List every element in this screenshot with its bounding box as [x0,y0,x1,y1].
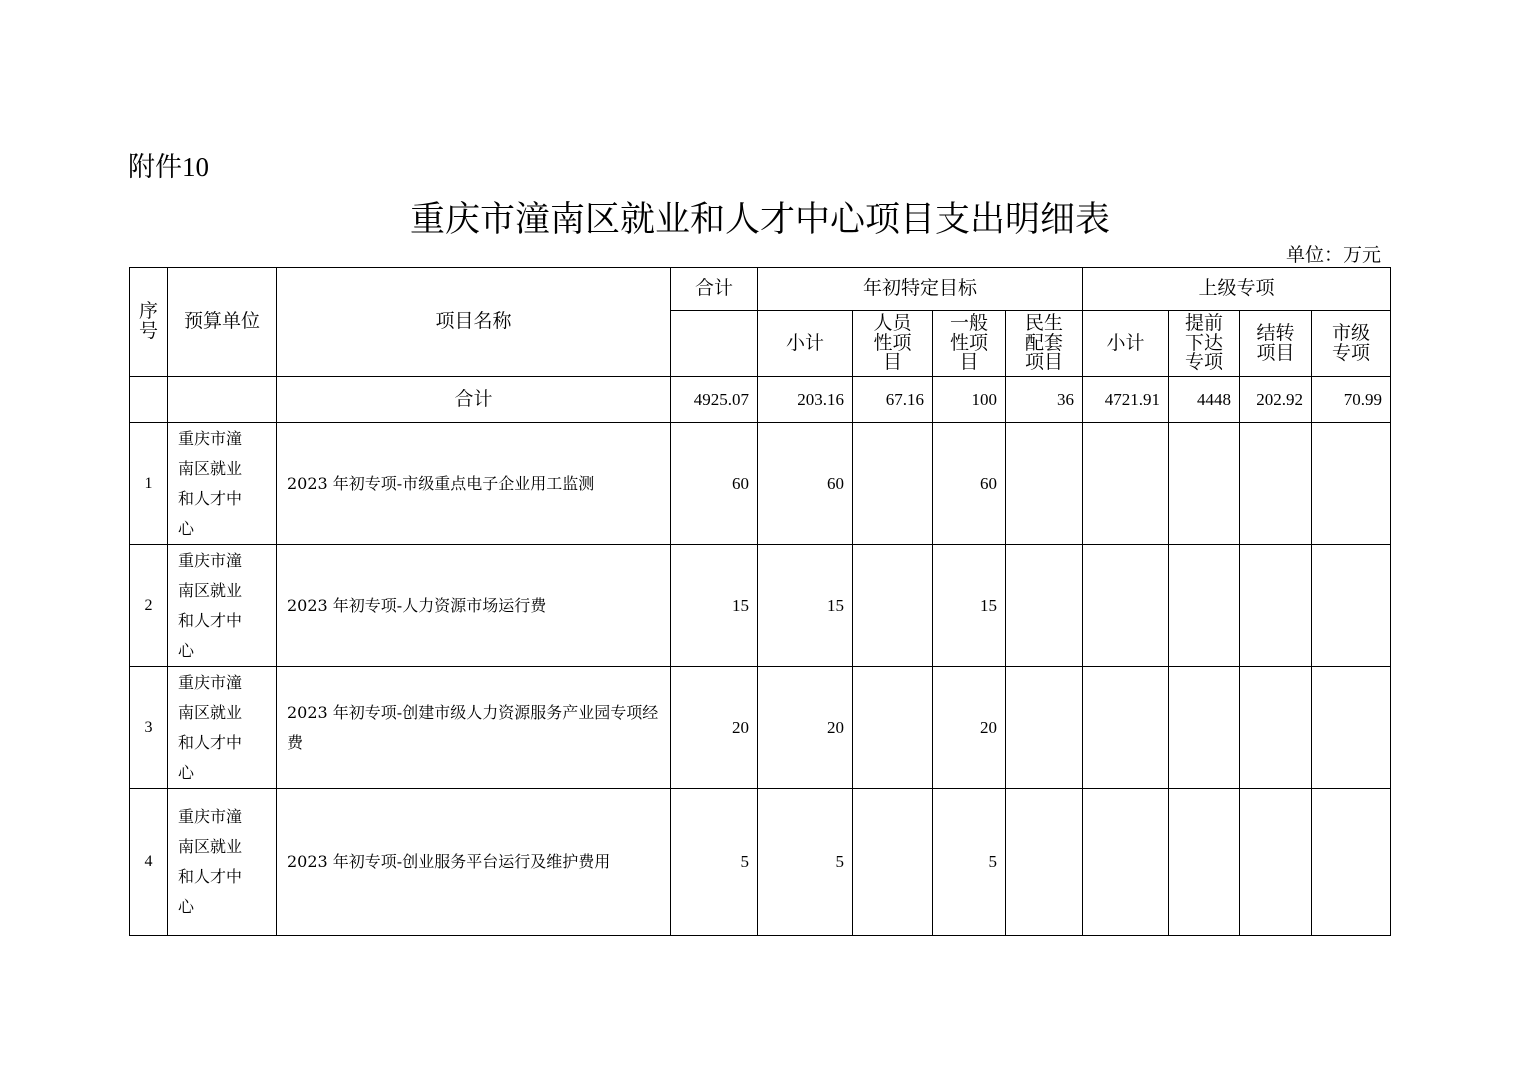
row-general: 60 [933,423,1006,545]
expense-table [129,267,1391,936]
total-row [130,377,1391,423]
row-livelihood [1006,423,1083,545]
row-carryover [1240,423,1312,545]
col-annual-group-header: 年初特定目标 [758,268,1083,311]
row-total: 20 [671,667,758,789]
total-superior-subtotal: 4721.91 [1083,377,1169,423]
row-superior-subtotal [1083,789,1169,936]
row-advance [1169,545,1240,667]
row-livelihood [1006,789,1083,936]
row-superior-subtotal [1083,423,1169,545]
row-municipal [1312,423,1391,545]
row-advance [1169,667,1240,789]
total-carryover: 202.92 [1240,377,1312,423]
row-project-name: 2023 年初专项-创建市级人力资源服务产业园专项经费 [277,667,671,789]
total-annual-subtotal: 203.16 [758,377,853,423]
total-general: 100 [933,377,1006,423]
row-personnel [853,667,933,789]
row-general: 15 [933,545,1006,667]
row-superior-subtotal [1083,545,1169,667]
table-row [130,789,1391,936]
row-annual-subtotal: 5 [758,789,853,936]
row-municipal [1312,545,1391,667]
total-total: 4925.07 [671,377,758,423]
col-superior-group-header: 上级专项 [1083,268,1391,311]
table-row [130,423,1391,545]
col-total-header: 合计 [671,268,758,311]
attachment-prefix: 附件 [128,152,182,183]
col-advance-header: 提前下达专项 [1169,311,1240,377]
table-row [130,545,1391,667]
row-personnel [853,423,933,545]
row-project-name: 2023 年初专项-创业服务平台运行及维护费用 [277,789,671,936]
row-budget-unit: 重庆市潼南区就业和人才中心 [168,423,277,545]
row-annual-subtotal: 20 [758,667,853,789]
row-annual-subtotal: 60 [758,423,853,545]
row-advance [1169,789,1240,936]
row-annual-subtotal: 15 [758,545,853,667]
row-total: 5 [671,789,758,936]
row-advance [1169,423,1240,545]
unit-label: 单位：万元 [1285,244,1381,266]
row-seq: 1 [130,423,168,545]
col-project-name-header: 项目名称 [277,268,671,377]
col-carryover-header: 结转项目 [1240,311,1312,377]
col-superior-subtotal-header: 小计 [1083,311,1169,377]
col-annual-subtotal-header: 小计 [758,311,853,377]
total-advance: 4448 [1169,377,1240,423]
row-carryover [1240,789,1312,936]
row-carryover [1240,545,1312,667]
row-budget-unit: 重庆市潼南区就业和人才中心 [168,789,277,936]
row-municipal [1312,667,1391,789]
page-title: 重庆市潼南区就业和人才中心项目支出明细表 [409,200,1110,240]
row-total: 15 [671,545,758,667]
col-municipal-header: 市级专项 [1312,311,1391,377]
row-project-name: 2023 年初专项-人力资源市场运行费 [277,545,671,667]
table-row [130,667,1391,789]
total-municipal: 70.99 [1312,377,1391,423]
total-label: 合计 [277,377,671,423]
total-livelihood: 36 [1006,377,1083,423]
row-carryover [1240,667,1312,789]
header-row-1 [130,268,1391,311]
row-municipal [1312,789,1391,936]
row-general: 5 [933,789,1006,936]
total-seq [130,377,168,423]
total-personnel: 67.16 [853,377,933,423]
attachment-label [128,145,209,184]
total-unit [168,377,277,423]
col-total-blank [671,311,758,377]
row-project-name: 2023 年初专项-市级重点电子企业用工监测 [277,423,671,545]
row-personnel [853,789,933,936]
col-budget-unit-header: 预算单位 [168,268,277,377]
col-personnel-header: 人员性项目 [853,311,933,377]
col-seq-header: 序号 [130,268,168,377]
row-budget-unit: 重庆市潼南区就业和人才中心 [168,545,277,667]
row-total: 60 [671,423,758,545]
row-livelihood [1006,545,1083,667]
attachment-number: 10 [182,152,209,182]
col-livelihood-header: 民生配套项目 [1006,311,1083,377]
row-personnel [853,545,933,667]
row-seq: 4 [130,789,168,936]
row-seq: 3 [130,667,168,789]
row-livelihood [1006,667,1083,789]
row-superior-subtotal [1083,667,1169,789]
row-general: 20 [933,667,1006,789]
row-budget-unit: 重庆市潼南区就业和人才中心 [168,667,277,789]
row-seq: 2 [130,545,168,667]
col-general-header: 一般性项目 [933,311,1006,377]
